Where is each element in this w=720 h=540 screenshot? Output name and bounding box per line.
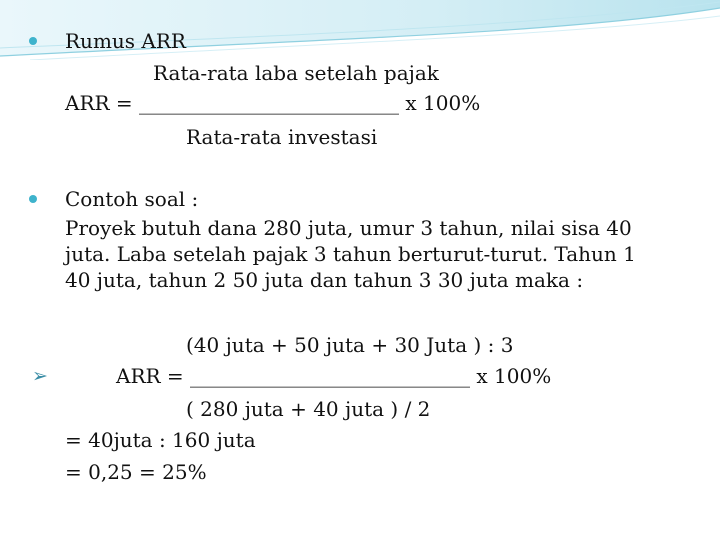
arrow-bullet-icon: ➢ <box>32 365 48 387</box>
calc-numerator: (40 juta + 50 juta + 30 Juta ) : 3 <box>186 333 514 357</box>
calc-denominator: ( 280 juta + 40 juta ) / 2 <box>186 397 431 421</box>
bullet-dot-icon <box>29 195 37 203</box>
calc-formula-line: ARR = ____________________________ x 100% <box>116 364 552 388</box>
rumus-title: Rumus ARR <box>65 29 186 53</box>
bullet-dot-icon <box>29 37 37 45</box>
calc-result: = 0,25 = 25% <box>65 460 207 484</box>
calc-step-1: = 40juta : 160 juta <box>65 428 256 452</box>
formula-line: ARR = __________________________ x 100% <box>65 91 481 115</box>
problem-paragraph: Proyek butuh dana 280 juta, umur 3 tahun, nilai sisa 40 juta. Laba setelah pajak 3 tahun berturut-turut. Tahun 1 40 juta, tahun 2 50 juta dan tahun 3 30 juta maka : <box>65 216 636 292</box>
formula-numerator: Rata-rata laba setelah pajak <box>153 61 439 85</box>
contoh-soal-title: Contoh soal : <box>65 187 199 211</box>
formula-denominator: Rata-rata investasi <box>186 125 378 149</box>
